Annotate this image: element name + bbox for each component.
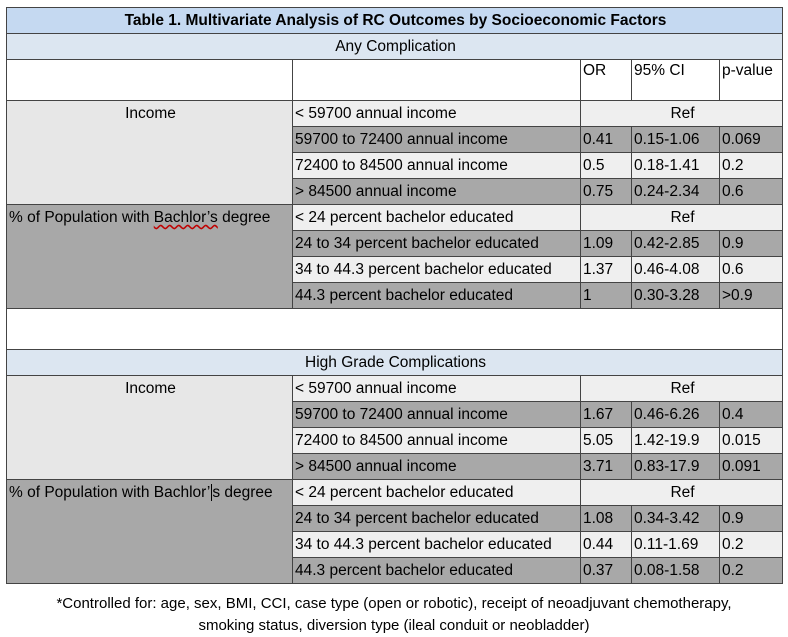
column-header-ci: 95% CI xyxy=(632,60,720,101)
table-row xyxy=(7,376,783,402)
category-cell: 59700 to 72400 annual income xyxy=(293,127,581,153)
p-cell: 0.2 xyxy=(720,153,783,179)
ref-cell: Ref xyxy=(581,205,783,231)
category-cell: < 24 percent bachelor educated xyxy=(293,205,581,231)
group-label-income: Income xyxy=(7,376,293,480)
category-cell: 34 to 44.3 percent bachelor educated xyxy=(293,257,581,283)
spacer-row xyxy=(7,309,783,350)
p-cell: 0.015 xyxy=(720,428,783,454)
category-cell: > 84500 annual income xyxy=(293,179,581,205)
group-label-prefix: % of Population with xyxy=(9,209,154,226)
table-title: Table 1. Multivariate Analysis of RC Outcomes by Socioeconomic Factors xyxy=(7,8,783,34)
group-label-income: Income xyxy=(7,101,293,205)
category-cell: 44.3 percent bachelor educated xyxy=(293,558,581,584)
column-header-or: OR xyxy=(581,60,632,101)
p-cell: 0.6 xyxy=(720,257,783,283)
p-cell: 0.9 xyxy=(720,231,783,257)
ci-cell: 0.42-2.85 xyxy=(632,231,720,257)
p-cell: 0.9 xyxy=(720,506,783,532)
or-cell: 0.37 xyxy=(581,558,632,584)
or-cell: 0.44 xyxy=(581,532,632,558)
category-cell: 34 to 44.3 percent bachelor educated xyxy=(293,532,581,558)
category-cell: < 59700 annual income xyxy=(293,376,581,402)
category-cell: 59700 to 72400 annual income xyxy=(293,402,581,428)
p-cell: 0.2 xyxy=(720,532,783,558)
results-table xyxy=(6,7,783,584)
ref-cell: Ref xyxy=(581,101,783,127)
or-cell: 0.41 xyxy=(581,127,632,153)
table-row xyxy=(7,480,783,506)
ref-cell: Ref xyxy=(581,376,783,402)
ci-cell: 0.83-17.9 xyxy=(632,454,720,480)
or-cell: 3.71 xyxy=(581,454,632,480)
or-cell: 1 xyxy=(581,283,632,309)
category-cell: 44.3 percent bachelor educated xyxy=(293,283,581,309)
p-cell: 0.091 xyxy=(720,454,783,480)
ref-cell: Ref xyxy=(581,480,783,506)
or-cell: 0.5 xyxy=(581,153,632,179)
footnote-line: smoking status, diversion type (ileal conduit or neobladder) xyxy=(198,617,590,634)
ci-cell: 0.08-1.58 xyxy=(632,558,720,584)
ci-cell: 0.46-6.26 xyxy=(632,402,720,428)
ci-cell: 0.34-3.42 xyxy=(632,506,720,532)
group-label-education xyxy=(7,205,293,309)
or-cell: 1.37 xyxy=(581,257,632,283)
header-empty xyxy=(7,60,293,101)
group-label-suffix: degree xyxy=(217,209,271,226)
ci-cell: 1.42-19.9 xyxy=(632,428,720,454)
table-row xyxy=(7,101,783,127)
or-cell: 1.67 xyxy=(581,402,632,428)
or-cell: 1.09 xyxy=(581,231,632,257)
category-cell: 72400 to 84500 annual income xyxy=(293,428,581,454)
header-empty xyxy=(293,60,581,101)
section-heading-any: Any Complication xyxy=(7,34,783,60)
category-cell: 24 to 34 percent bachelor educated xyxy=(293,506,581,532)
group-label-suffix: s degree xyxy=(212,484,273,501)
ci-cell: 0.24-2.34 xyxy=(632,179,720,205)
ci-cell: 0.18-1.41 xyxy=(632,153,720,179)
ci-cell: 0.15-1.06 xyxy=(632,127,720,153)
ci-cell: 0.11-1.69 xyxy=(632,532,720,558)
p-cell: >0.9 xyxy=(720,283,783,309)
ci-cell: 0.30-3.28 xyxy=(632,283,720,309)
p-cell: 0.6 xyxy=(720,179,783,205)
category-cell: > 84500 annual income xyxy=(293,454,581,480)
p-cell: 0.2 xyxy=(720,558,783,584)
table-row xyxy=(7,205,783,231)
misspelled-word: Bachlor’s xyxy=(153,209,218,226)
footnote-line: *Controlled for: age, sex, BMI, CCI, case type (open or robotic), receipt of neoadjuvant chemotherapy, xyxy=(56,595,732,612)
category-cell: 72400 to 84500 annual income xyxy=(293,153,581,179)
category-cell: < 24 percent bachelor educated xyxy=(293,480,581,506)
footnote xyxy=(0,593,788,637)
or-cell: 0.75 xyxy=(581,179,632,205)
ci-cell: 0.46-4.08 xyxy=(632,257,720,283)
group-label-education xyxy=(7,480,293,584)
or-cell: 5.05 xyxy=(581,428,632,454)
or-cell: 1.08 xyxy=(581,506,632,532)
column-header-p: p-value xyxy=(720,60,783,101)
p-cell: 0.4 xyxy=(720,402,783,428)
category-cell: 24 to 34 percent bachelor educated xyxy=(293,231,581,257)
group-label-prefix: % of Population with Bachlor’ xyxy=(9,484,211,501)
p-cell: 0.069 xyxy=(720,127,783,153)
category-cell: < 59700 annual income xyxy=(293,101,581,127)
section-heading-high-grade: High Grade Complications xyxy=(7,350,783,376)
